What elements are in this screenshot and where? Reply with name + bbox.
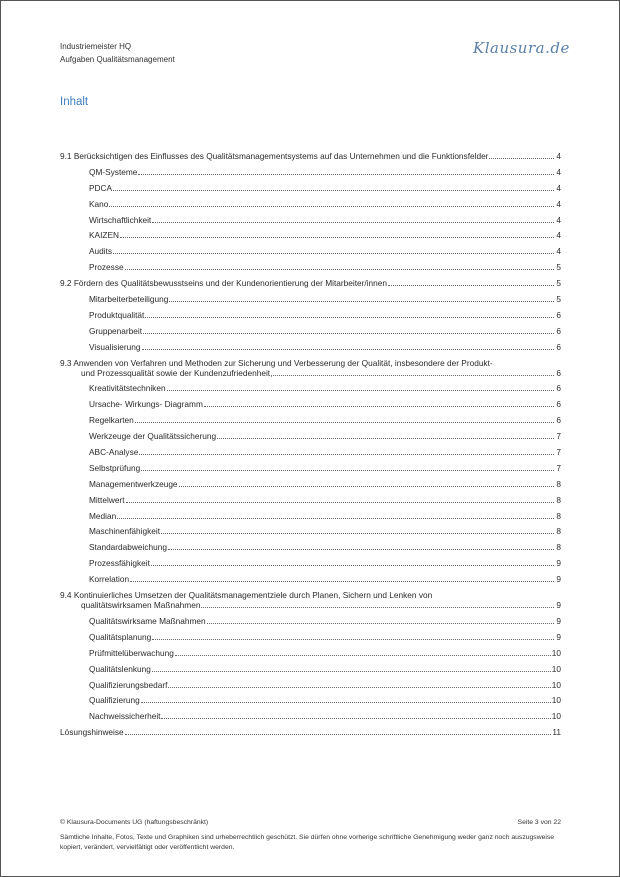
toc-page-number: 5 xyxy=(556,278,561,289)
toc-page-number: 10 xyxy=(551,711,561,722)
toc-leader-dots xyxy=(141,470,554,471)
toc-page-number: 8 xyxy=(556,510,561,521)
toc-entry[interactable] xyxy=(60,310,561,320)
toc-entry[interactable] xyxy=(60,246,561,256)
toc-leader-dots xyxy=(145,317,554,318)
toc-entry[interactable] xyxy=(60,616,561,626)
toc-entry-label: Qualifizierungsbedarf xyxy=(89,679,168,690)
toc-entry[interactable] xyxy=(60,342,561,352)
toc-entry[interactable] xyxy=(60,399,561,409)
toc-leader-dots xyxy=(152,222,554,223)
toc-page-number: 4 xyxy=(556,230,561,241)
toc-entry[interactable] xyxy=(60,151,561,161)
toc-entry-label: Kano xyxy=(89,198,109,209)
toc-page-number: 10 xyxy=(551,679,561,690)
toc-page-number: 8 xyxy=(556,542,561,553)
toc-entry-label: Mitarbeiterbeteiligung xyxy=(89,294,169,305)
toc-entry[interactable] xyxy=(60,542,561,552)
toc-leader-dots xyxy=(130,581,554,582)
toc-entry[interactable] xyxy=(60,526,561,536)
toc-leader-dots xyxy=(161,533,554,534)
toc-leader-dots xyxy=(217,438,554,439)
footer-copyright-notice: Sämtliche Inhalte, Fotos, Texte und Graphiken sind urheberrechtlich geschützt. Sie dürfen ohne vorherige schriftliche Genehmigung weder ganz noch auszugsweise kopiert, verändert, vervielfältigt oder veröffentlicht werden. xyxy=(60,834,555,851)
toc-page-number: 10 xyxy=(551,695,561,706)
toc-entry-label: Qualitätslenkung xyxy=(89,663,151,674)
toc-leader-dots xyxy=(152,671,551,672)
toc-entry[interactable] xyxy=(60,294,561,304)
page-header xyxy=(60,40,175,66)
toc-leader-dots xyxy=(168,687,550,688)
toc-entry-label: Qualifizierung xyxy=(89,695,140,706)
toc-page-number: 4 xyxy=(556,151,561,161)
toc-leader-dots xyxy=(142,349,554,350)
toc-page-number: 7 xyxy=(556,447,561,458)
toc-entry-label: Gruppenarbeit xyxy=(89,325,143,336)
toc-page-number: 9 xyxy=(556,631,561,642)
toc-entry[interactable] xyxy=(60,479,561,489)
footer-copyright: © Klausura-Documents UG (haftungsbeschränkt) xyxy=(60,819,209,826)
toc-leader-dots xyxy=(135,422,554,423)
page-title: Inhalt xyxy=(60,96,89,108)
toc-entry[interactable] xyxy=(60,727,561,737)
toc-entry[interactable] xyxy=(60,711,561,721)
toc-entry-label: Mittelwert xyxy=(89,494,125,505)
toc-leader-dots xyxy=(179,486,554,487)
toc-page-number: 9 xyxy=(556,574,561,585)
toc-entry-label: KAIZEN xyxy=(89,230,119,241)
toc-page-number: 4 xyxy=(556,166,561,177)
toc-page-number: 9 xyxy=(556,600,561,611)
toc-entry-label: Kreativitätstechniken xyxy=(89,383,166,394)
toc-entry[interactable] xyxy=(60,215,561,225)
toc-leader-dots xyxy=(138,174,554,175)
toc-entry-label: Visualisierung xyxy=(89,341,141,352)
toc-entry-label: Produktqualität xyxy=(89,309,145,320)
toc-entry-label: 9.1 Berücksichtigen des Einflusses des Qualitätsmanagementsystems auf das Unternehmen und die Funktionsfelder xyxy=(60,151,489,161)
toc-leader-dots xyxy=(175,655,551,656)
toc-page-number: 6 xyxy=(556,415,561,426)
toc-page-number: 11 xyxy=(552,727,561,738)
toc-entry-label: Prozesse xyxy=(89,262,124,273)
toc-entry-label-continued: qualitätswirksamen Maßnahmen xyxy=(81,600,201,611)
toc-entry-label: Audits xyxy=(89,246,113,257)
toc-entry-label: Qualitätswirksame Maßnahmen xyxy=(89,615,206,626)
toc-page-number: 7 xyxy=(556,431,561,442)
toc-entry[interactable] xyxy=(60,680,561,690)
toc-entry[interactable] xyxy=(60,262,561,272)
toc-page-number: 4 xyxy=(556,214,561,225)
toc-leader-dots xyxy=(151,565,554,566)
toc-entry[interactable] xyxy=(60,463,561,473)
toc-entry-label: Nachweissicherheit xyxy=(89,711,161,722)
toc-entry-label: Prüfmittelüberwachung xyxy=(89,647,174,658)
toc-leader-dots xyxy=(167,390,554,391)
table-of-contents xyxy=(60,151,561,743)
toc-entry[interactable] xyxy=(60,574,561,584)
toc-entry[interactable] xyxy=(60,558,561,568)
toc-leader-dots xyxy=(161,718,550,719)
toc-entry-label: 9.4 Kontinuierliches Umsetzen der Qualitätsmanagementziele durch Planen, Sichern und Lenken von xyxy=(60,590,433,601)
toc-entry-label: Lösungshinweise xyxy=(60,727,124,738)
toc-page-number: 6 xyxy=(556,367,561,378)
toc-entry[interactable] xyxy=(60,383,561,393)
toc-leader-dots xyxy=(201,607,554,608)
toc-entry[interactable] xyxy=(60,415,561,425)
toc-entry-label: Ursache- Wirkungs- Diagramm xyxy=(89,399,203,410)
toc-entry[interactable] xyxy=(60,167,561,177)
toc-page-number: 6 xyxy=(556,383,561,394)
toc-entry-label: Managementwerkzeuge xyxy=(89,478,178,489)
toc-leader-dots xyxy=(126,502,555,503)
toc-entry[interactable] xyxy=(60,495,561,505)
toc-entry-label: Regelkarten xyxy=(89,415,134,426)
toc-page-number: 8 xyxy=(556,478,561,489)
toc-leader-dots xyxy=(204,406,554,407)
toc-leader-dots xyxy=(113,253,554,254)
toc-entry-label: QM-Systeme xyxy=(89,166,138,177)
toc-leader-dots xyxy=(169,301,554,302)
toc-page-number: 7 xyxy=(556,462,561,473)
toc-entry[interactable] xyxy=(60,632,561,642)
toc-entry-label: Selbstprüfung xyxy=(89,462,141,473)
toc-entry[interactable] xyxy=(60,278,561,288)
toc-leader-dots xyxy=(139,454,554,455)
toc-entry[interactable] xyxy=(60,648,561,658)
toc-leader-dots xyxy=(273,375,554,376)
toc-entry[interactable] xyxy=(60,590,561,610)
klausura-logo xyxy=(473,37,575,65)
toc-page-number: 8 xyxy=(556,494,561,505)
toc-leader-dots xyxy=(143,333,554,334)
toc-page-number: 8 xyxy=(556,526,561,537)
toc-page-number: 6 xyxy=(556,309,561,320)
toc-leader-dots xyxy=(489,158,554,159)
header-subject: Aufgaben Qualitätsmanagement xyxy=(60,55,175,64)
toc-entry-label: PDCA xyxy=(89,182,113,193)
toc-page-number: 6 xyxy=(556,341,561,352)
toc-leader-dots xyxy=(120,237,554,238)
toc-leader-dots xyxy=(117,518,554,519)
toc-leader-dots xyxy=(141,702,551,703)
toc-entry[interactable] xyxy=(60,326,561,336)
toc-entry-label: ABC-Analyse xyxy=(89,447,139,458)
header-course: Industriemeister HQ xyxy=(60,42,132,51)
toc-entry[interactable] xyxy=(60,664,561,674)
toc-entry-label: Prozessfähigkeit xyxy=(89,558,150,569)
toc-page-number: 4 xyxy=(556,198,561,209)
toc-entry[interactable] xyxy=(60,447,561,457)
toc-entry-label: Standardabweichung xyxy=(89,542,167,553)
toc-entry[interactable] xyxy=(60,199,561,209)
toc-leader-dots xyxy=(125,269,554,270)
toc-page-number: 6 xyxy=(556,325,561,336)
toc-page-number: 10 xyxy=(551,663,561,674)
toc-entry-label: Qualitätsplanung xyxy=(89,631,152,642)
toc-entry-label: 9.3 Anwenden von Verfahren und Methoden zur Sicherung und Verbesserung der Qualität, insbesondere der Produkt- xyxy=(60,357,493,368)
toc-page-number: 4 xyxy=(556,182,561,193)
toc-leader-dots xyxy=(388,285,554,286)
logo-text: Klausura.de xyxy=(473,39,570,57)
toc-entry[interactable] xyxy=(60,183,561,193)
toc-leader-dots xyxy=(168,549,554,550)
toc-leader-dots xyxy=(125,734,552,735)
toc-page-number: 5 xyxy=(556,262,561,273)
toc-leader-dots xyxy=(207,623,554,624)
toc-page-number: 6 xyxy=(556,399,561,410)
toc-entry-label-continued: und Prozessqualität sowie der Kundenzufriedenheit, xyxy=(81,367,273,378)
toc-entry-label: Korrelation xyxy=(89,574,130,585)
toc-entry[interactable] xyxy=(60,695,561,705)
toc-entry-label: Median xyxy=(89,510,117,521)
footer-page-number: Seite 3 von 22 xyxy=(517,819,561,826)
toc-entry-label: 9.2 Fördern des Qualitätsbewusstseins und der Kundenorientierung der Mitarbeiter/innen xyxy=(60,278,387,289)
toc-leader-dots xyxy=(109,206,554,207)
toc-page-number: 9 xyxy=(556,615,561,626)
toc-entry[interactable] xyxy=(60,431,561,441)
page-footer xyxy=(60,818,561,853)
toc-entry-label: Werkzeuge der Qualitätssicherung xyxy=(89,431,217,442)
toc-entry-label: Wirtschaftlichkeit xyxy=(89,214,152,225)
toc-entry[interactable] xyxy=(60,358,561,378)
toc-page-number: 5 xyxy=(556,294,561,305)
toc-leader-dots xyxy=(152,639,554,640)
toc-entry[interactable] xyxy=(60,230,561,240)
toc-entry-label: Maschinenfähigkeit xyxy=(89,526,161,537)
toc-page-number: 9 xyxy=(556,558,561,569)
toc-leader-dots xyxy=(113,190,554,191)
toc-page-number: 10 xyxy=(551,647,561,658)
toc-page-number: 4 xyxy=(556,246,561,257)
toc-entry[interactable] xyxy=(60,511,561,521)
